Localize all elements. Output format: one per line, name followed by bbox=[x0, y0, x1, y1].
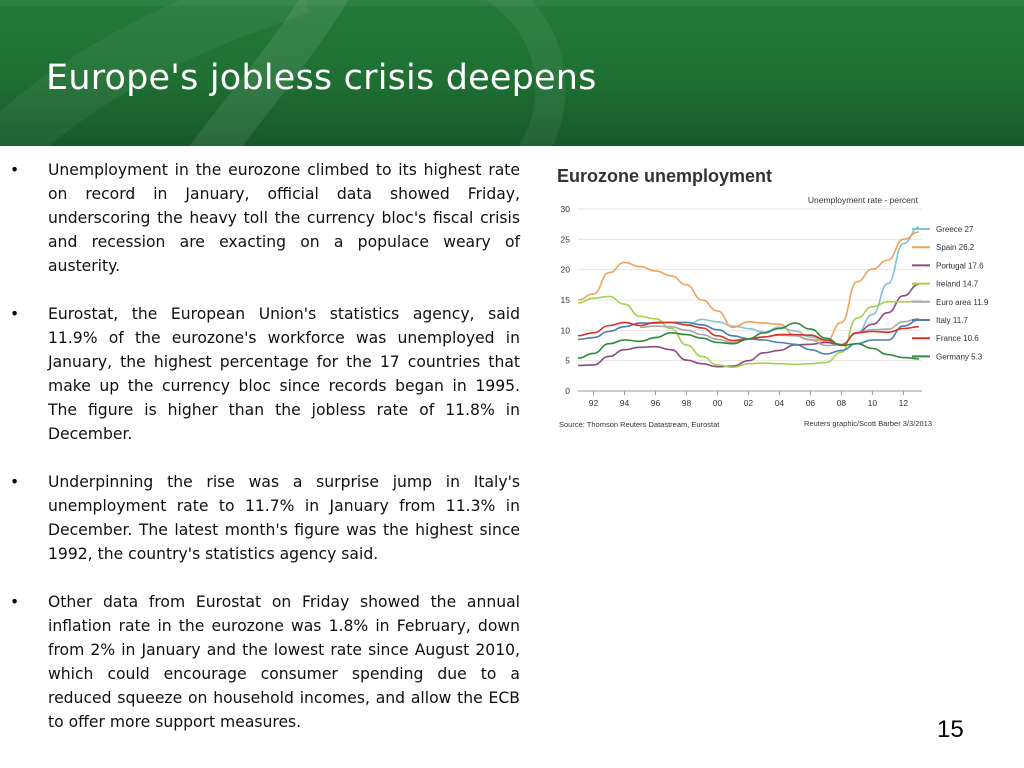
bullet-text: Underpinning the rise was a surprise jump in Italy's unemployment rate to 11.7% in January from 11.3% in December. The latest month's figure was the highest since 1992, the country's statistics agency said. bbox=[48, 473, 520, 563]
x-tick-label: 96 bbox=[650, 398, 661, 408]
unemployment-chart bbox=[548, 155, 989, 440]
y-tick-label: 25 bbox=[560, 234, 570, 245]
x-tick-label: 02 bbox=[743, 398, 754, 408]
legend-label-portugal: Portugal 17.6 bbox=[936, 261, 984, 271]
bullet-item bbox=[8, 158, 520, 278]
y-tick-label: 15 bbox=[560, 295, 570, 305]
legend-label-italy: Italy 11.7 bbox=[936, 316, 968, 325]
bullet-text: Other data from Eurostat on Friday showed the annual inflation rate in the eurozone was 1.8% in February, down from 2% in January and the lowest rate since August 2010, which could encourage consumer spending due to a reduced squeeze on household incomes, and allow the ECB to offer more support measures. bbox=[48, 593, 520, 731]
x-tick-label: 10 bbox=[867, 398, 878, 408]
y-tick-label: 10 bbox=[560, 325, 570, 336]
slide-title: Europe's jobless crisis deepens bbox=[46, 58, 597, 98]
title-banner bbox=[0, 0, 1024, 146]
bullet-marker: • bbox=[10, 161, 20, 179]
x-tick-label: 92 bbox=[588, 398, 599, 408]
legend-label-ireland: Ireland 14.7 bbox=[936, 279, 979, 289]
x-tick-label: 12 bbox=[898, 398, 909, 408]
x-tick-label: 04 bbox=[774, 398, 785, 408]
bullet-marker: • bbox=[10, 305, 20, 323]
bullet-item bbox=[8, 590, 520, 734]
y-tick-label: 30 bbox=[560, 204, 570, 214]
bullet-item bbox=[8, 470, 520, 566]
chart-subtitle: Unemployment rate - percent bbox=[807, 195, 918, 205]
page-number: 15 bbox=[937, 716, 964, 743]
x-tick-label: 06 bbox=[805, 398, 816, 408]
legend-label-france: France 10.6 bbox=[936, 334, 979, 344]
x-tick-label: 00 bbox=[712, 398, 723, 408]
bullet-text: Eurostat, the European Union's statistics agency, said 11.9% of the eurozone's workforce was unemployed in January, the highest percentage for the 17 countries that make up the currency bloc since records began in 1995. The figure is higher than the jobless rate of 11.8% in December. bbox=[48, 305, 520, 443]
y-tick-label: 20 bbox=[560, 264, 570, 275]
bullet-item bbox=[8, 302, 520, 446]
chart-source: Source: Thomson Reuters Datastream, Eurostat bbox=[559, 420, 720, 429]
bullet-list bbox=[8, 158, 520, 758]
bullet-marker: • bbox=[10, 593, 20, 611]
legend-label-greece: Greece 27 bbox=[936, 225, 974, 234]
legend-label-spain: Spain 26.2 bbox=[936, 243, 975, 253]
chart-title: Eurozone unemployment bbox=[557, 166, 773, 186]
y-tick-label: 5 bbox=[565, 355, 570, 366]
bullet-marker: • bbox=[10, 473, 20, 491]
chart-credit: Reuters graphic/Scott Barber 3/3/2013 bbox=[804, 419, 932, 428]
x-tick-label: 08 bbox=[836, 398, 847, 408]
x-tick-label: 98 bbox=[681, 398, 692, 408]
legend-label-germany: Germany 5.3 bbox=[936, 352, 983, 362]
legend-label-euro-area: Euro area 11.9 bbox=[936, 297, 989, 307]
y-tick-label: 0 bbox=[565, 386, 570, 396]
x-tick-label: 94 bbox=[619, 398, 630, 408]
bullet-text: Unemployment in the eurozone climbed to its highest rate on record in January, official data showed Friday, underscoring the heavy toll the currency bloc's fiscal crisis and recession are exacting on a populace weary of austerity. bbox=[48, 161, 520, 275]
